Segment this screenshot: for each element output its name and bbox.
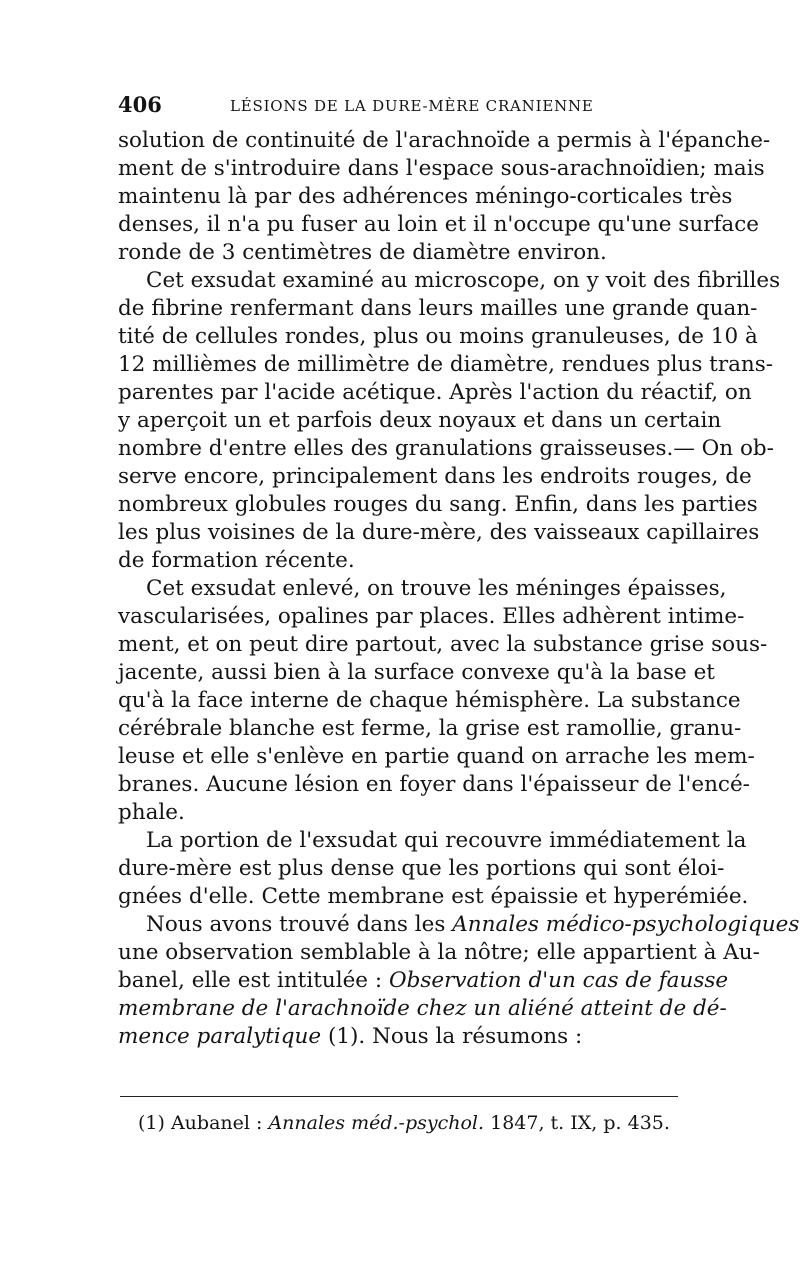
- observation-title: membrane de l'arachnoïde chez un aliéné atteint de dé-: [118, 996, 727, 1021]
- text-line: tité de cellules rondes, plus ou moins granuleuses, de 10 à: [118, 324, 758, 349]
- text-line: [118, 1024, 678, 1049]
- text-line: solution de continuité de l'arachnoïde a permis à l'épanche-: [118, 128, 771, 153]
- text-line: gnées d'elle. Cette membrane est épaissie et hyperémiée.: [118, 884, 749, 909]
- text-line: ment, et on peut dire partout, avec la substance grise sous-: [118, 632, 768, 657]
- footnote: [138, 1112, 670, 1134]
- paragraph-start: La portion de l'exsudat qui recouvre immédiatement la: [146, 828, 747, 853]
- text-line: maintenu là par des adhérences méningo-corticales très: [118, 184, 733, 209]
- text-line: de formation récente.: [118, 548, 355, 573]
- text-line: qu'à la face interne de chaque hémisphère. La substance: [118, 688, 741, 713]
- text-run: Nous avons trouvé dans les: [146, 912, 453, 937]
- text-line: parentes par l'acide acétique. Après l'action du réactif, on: [118, 380, 752, 405]
- footnote-marker: (1) Aubanel :: [138, 1112, 269, 1134]
- text-run: (1). Nous la résumons :: [321, 1024, 583, 1049]
- page-number: 406: [118, 92, 162, 117]
- text-line: [118, 996, 727, 1021]
- text-line: serve encore, principalement dans les endroits rouges, de: [118, 464, 752, 489]
- text-line: 12 millièmes de millimètre de diamètre, rendues plus trans-: [118, 352, 774, 377]
- text-line: leuse et elle s'enlève en partie quand on arrache les mem-: [118, 744, 755, 769]
- text-line: une observation semblable à la nôtre; elle appartient à Au-: [118, 940, 760, 965]
- paragraph-start: [146, 912, 800, 937]
- text-line: ment de s'introduire dans l'espace sous-arachnoïdien; mais: [118, 156, 765, 181]
- paragraph-start: Cet exsudat enlevé, on trouve les méninges épaisses,: [146, 576, 727, 601]
- text-run: banel, elle est intitulée :: [118, 968, 389, 993]
- text-line: ronde de 3 centimètres de diamètre environ.: [118, 240, 607, 265]
- journal-title: Annales médico-psychologiques: [452, 912, 800, 937]
- text-line: dure-mère est plus dense que les portions qui sont éloi-: [118, 856, 725, 881]
- footnote-rule: [120, 1096, 678, 1097]
- footnote-citation: 1847, t. IX, p. 435.: [484, 1112, 670, 1134]
- observation-title: Observation d'un cas de fausse: [388, 968, 729, 993]
- text-line: nombre d'entre elles des granulations graisseuses.— On ob-: [118, 436, 774, 461]
- page-header: [118, 92, 678, 118]
- text-line: [118, 968, 729, 993]
- text-line: jacente, aussi bien à la surface convexe qu'à la base et: [118, 660, 715, 685]
- text-line: de fibrine renfermant dans leurs mailles une grande quan-: [118, 296, 758, 321]
- text-line: cérébrale blanche est ferme, la grise est ramollie, granu-: [118, 716, 742, 741]
- text-line: les plus voisines de la dure-mère, des vaisseaux capillaires: [118, 520, 760, 545]
- paragraph-start: Cet exsudat examiné au microscope, on y voit des fibrilles: [146, 268, 781, 293]
- text-line: phale.: [118, 800, 185, 825]
- running-title: LÉSIONS DE LA DURE-MÈRE CRANIENNE: [230, 97, 594, 115]
- observation-title: mence paralytique: [118, 1024, 322, 1049]
- text-line: nombreux globules rouges du sang. Enfin, dans les parties: [118, 492, 758, 517]
- footnote-journal: Annales méd.-psychol.: [268, 1112, 485, 1134]
- text-line: y aperçoit un et parfois deux noyaux et dans un certain: [118, 408, 722, 433]
- text-line: denses, il n'a pu fuser au loin et il n'occupe qu'une surface: [118, 212, 759, 237]
- text-line: vascularisées, opalines par places. Elles adhèrent intime-: [118, 604, 745, 629]
- text-line: branes. Aucune lésion en foyer dans l'épaisseur de l'encé-: [118, 772, 750, 797]
